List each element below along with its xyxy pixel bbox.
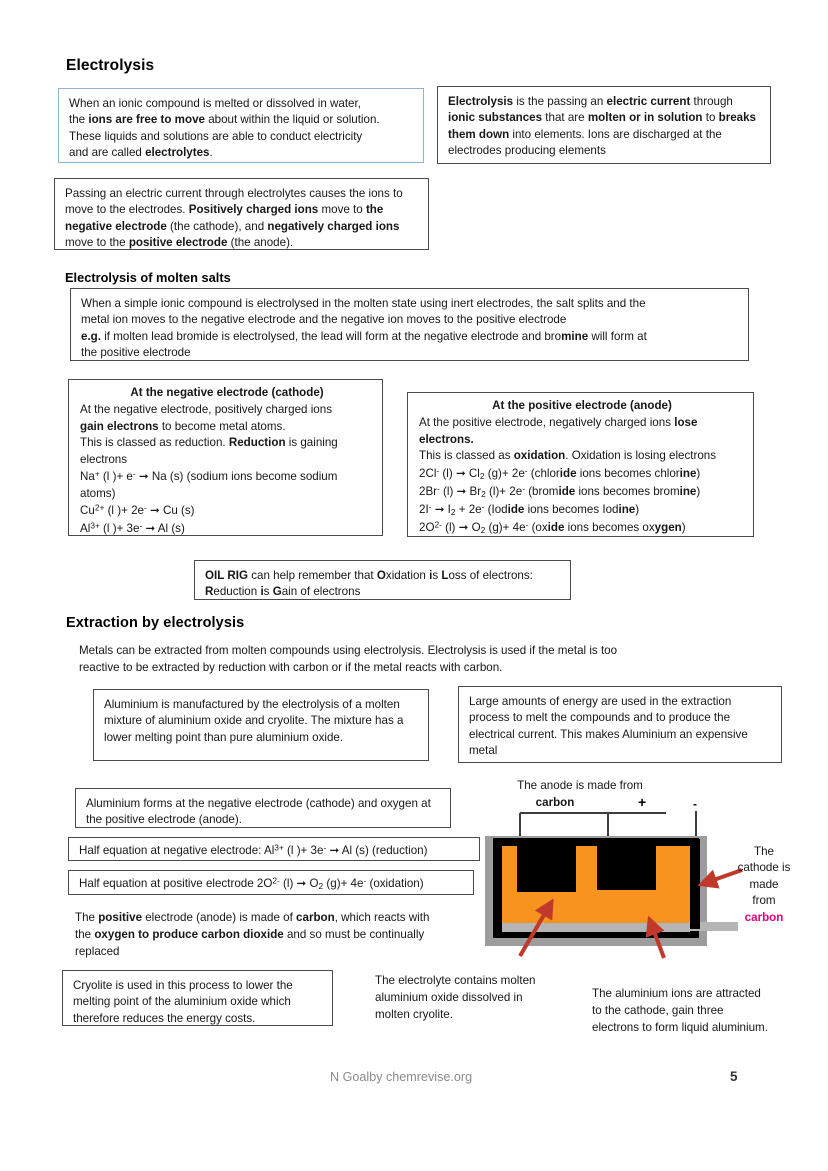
half-neg-prefix: Half equation at negative electrode: Al bbox=[79, 844, 275, 857]
cathode-equation bbox=[80, 520, 374, 537]
extraction-intro-l1: Metals can be extracted from molten compounds using electrolysis. Electrolysis is used if the metal is too bbox=[79, 644, 618, 657]
eq-electron-sup: - bbox=[139, 520, 143, 531]
anode-line1a: At the positive electrode, negatively charged ions bbox=[419, 416, 675, 430]
eq-product: I bbox=[447, 502, 451, 516]
cathode-equation bbox=[80, 468, 374, 502]
eq-product-sup: - bbox=[481, 501, 485, 512]
eq-note-mid: ions becomes brom bbox=[575, 484, 680, 498]
half-neg-suffix: Al (s) (reduction) bbox=[339, 844, 428, 857]
eq-note-bold: ide bbox=[507, 502, 525, 516]
eq-electron-sup: - bbox=[132, 468, 136, 479]
anode-heading: At the positive electrode (anode) bbox=[492, 399, 672, 412]
half-pos-tail: (oxidation) bbox=[366, 877, 424, 890]
eq-left: (l )+ 3e bbox=[99, 521, 140, 535]
oil-cap-o: O bbox=[376, 569, 386, 582]
footer-page-number: 5 bbox=[730, 1069, 738, 1084]
anode-equation bbox=[419, 465, 745, 483]
def-t7: molten or in solution bbox=[587, 111, 703, 125]
eq-charge: + bbox=[94, 468, 100, 479]
reaction-arrow-icon: ➞ bbox=[434, 501, 445, 516]
eq-reactant: 2Br bbox=[419, 484, 438, 498]
eq-reactant-sup: - bbox=[437, 483, 440, 494]
cathode-line1: At the negative electrode, positively charged ions bbox=[80, 403, 332, 417]
anode-box bbox=[407, 392, 754, 537]
cp-t4: carbon bbox=[296, 911, 335, 924]
cathode-label bbox=[720, 844, 808, 926]
eq-note-bold: ide bbox=[559, 466, 577, 480]
half-pos-sup: 2- bbox=[272, 875, 280, 886]
def-t10: into elements. Ions are discharged at the electrodes producing elements bbox=[448, 127, 722, 158]
eq-product: Na (s) bbox=[148, 470, 184, 484]
oil-xidation: xidation bbox=[385, 569, 430, 582]
cathode-label-l2: cathode is bbox=[737, 861, 791, 875]
ms-mine: mine bbox=[561, 329, 589, 343]
eq-reactant-state: (l) bbox=[439, 466, 453, 480]
ms-line1: When a simple ionic compound is electrolysed in the molten state using inert electrodes, the salt splits and the bbox=[81, 297, 646, 310]
intro-left-box bbox=[58, 88, 424, 163]
reaction-arrow-icon: ➞ bbox=[150, 503, 160, 518]
cathode-equation bbox=[80, 502, 374, 519]
def-t5: ionic substances bbox=[448, 111, 543, 125]
half-pos-prod: O bbox=[309, 877, 319, 890]
half-neg-mid: (l )+ 3e bbox=[283, 844, 324, 857]
aluminium-ions-caption: The aluminium ions are attracted to the cathode, gain three electrons to form liquid aluminium. bbox=[592, 987, 768, 1034]
eq-reactant-state: (l) bbox=[441, 520, 456, 534]
rig-r: R bbox=[227, 569, 236, 582]
eq-reactant: 2O bbox=[419, 520, 435, 534]
page-title: Electrolysis bbox=[66, 57, 155, 74]
eq-charge: 3+ bbox=[90, 520, 100, 531]
anode-lose: lose electrons. bbox=[419, 416, 698, 446]
anode-carbon-label: carbon bbox=[535, 796, 575, 809]
anode-label-text: The anode is made from bbox=[517, 779, 643, 792]
eq-product: Cl bbox=[468, 466, 480, 480]
cp-t3: electrode (anode) is made of bbox=[142, 911, 297, 924]
anode-oxidation: oxidation bbox=[513, 449, 566, 463]
ions-t2: Positively charged ions bbox=[188, 203, 319, 217]
cathode-label-l4: from bbox=[752, 894, 776, 908]
rig-ig: IG bbox=[235, 569, 248, 582]
cathode-carbon-label: carbon bbox=[744, 910, 784, 924]
eq-note-pre: (Iod bbox=[484, 502, 508, 516]
intro-l4b: electrolytes bbox=[145, 146, 210, 160]
half-equation-positive-box bbox=[68, 870, 474, 895]
aluminium-forms-box: Aluminium forms at the negative electrode (cathode) and oxygen at the positive electrode (anode). bbox=[75, 788, 451, 828]
eq-note-mid: ions becomes Iod bbox=[524, 502, 619, 516]
ms-eg: e.g. bbox=[81, 329, 101, 343]
ions-t6: negatively charged ions bbox=[267, 219, 400, 233]
rig-cap-r: R bbox=[205, 585, 214, 599]
carbon-anode-paragraph bbox=[75, 910, 435, 960]
reaction-arrow-icon: ➞ bbox=[458, 519, 469, 534]
eq-species: Cu bbox=[80, 504, 95, 518]
electrolyte-caption: The electrolyte contains molten aluminium oxide dissolved in molten cryolite. bbox=[375, 974, 536, 1021]
half-pos-prod-sub: 2 bbox=[318, 881, 324, 892]
def-t3: electric current bbox=[606, 95, 691, 108]
eq-note-bold2: ygen bbox=[654, 520, 682, 534]
eq-product-state: (g)+ 2e bbox=[484, 466, 525, 480]
ions-t1: Passing an electric current through electrolytes causes the ions to move to the electrodes. bbox=[65, 187, 403, 217]
eq-left: (l )+ 2e bbox=[104, 504, 144, 518]
anode-equation bbox=[419, 501, 745, 519]
eq-reactant-sup: - bbox=[436, 465, 440, 476]
reaction-arrow-icon: ➞ bbox=[138, 469, 149, 484]
half-neg-sup: 3+ bbox=[274, 842, 284, 853]
cp-t2: positive bbox=[98, 911, 143, 924]
ions-t3: move to bbox=[318, 203, 366, 217]
cathode-line3a: This is classed as reduction. bbox=[80, 436, 229, 450]
reaction-arrow-icon: ➞ bbox=[145, 520, 156, 535]
anode-line2b: . Oxidation is losing electrons bbox=[565, 449, 717, 463]
cathode-label-l3: made bbox=[749, 877, 779, 891]
oil-o: O bbox=[205, 569, 215, 582]
half-pos-suffix: (g)+ 4e bbox=[323, 877, 364, 890]
eq-note-bold: ide bbox=[547, 520, 565, 534]
positive-terminal-label: + bbox=[638, 794, 647, 810]
eq-product-sup: - bbox=[525, 519, 529, 530]
eq-left: (l )+ e bbox=[99, 470, 133, 484]
half-neg-sup2: - bbox=[323, 842, 327, 853]
rig-cap-i: i bbox=[260, 585, 264, 599]
cp-t6: oxygen to produce carbon dioxide bbox=[94, 927, 284, 941]
anode-equation bbox=[419, 519, 745, 537]
oil-cap-l: L bbox=[441, 569, 449, 582]
rig-ain: ain of electrons bbox=[281, 585, 361, 599]
reaction-arrow-icon: ➞ bbox=[329, 843, 340, 857]
eq-reactant: 2Cl bbox=[419, 466, 437, 480]
rig-s: s bbox=[263, 585, 273, 599]
def-t4: through bbox=[690, 95, 733, 108]
half-pos-mid: (l) bbox=[279, 877, 294, 890]
eq-note-bold2: ine bbox=[679, 484, 697, 498]
eq-reactant-sup: 2- bbox=[434, 519, 442, 530]
eq-note-post: ) bbox=[681, 520, 686, 534]
cathode-reduction: Reduction bbox=[228, 436, 286, 450]
eq-note-bold2: ine bbox=[618, 502, 636, 516]
intro-l4c: . bbox=[209, 146, 213, 160]
half-equation-negative-box bbox=[68, 837, 480, 861]
cathode-line2: to become metal atoms. bbox=[158, 419, 286, 433]
electrolysis-cell-diagram bbox=[470, 778, 810, 958]
def-t9: breaks them down bbox=[448, 111, 757, 141]
eq-product-sub: 2 bbox=[450, 506, 456, 517]
cathode-heading: At the negative electrode (cathode) bbox=[130, 386, 324, 399]
ms-line2: metal ion moves to the negative electrode and the negative ion moves to the positive electrode bbox=[81, 313, 567, 327]
oil-s: s bbox=[432, 569, 442, 582]
intro-l1: When an ionic compound is melted or dissolved in water, bbox=[69, 97, 361, 110]
cathode-box bbox=[68, 379, 383, 536]
eq-species: Al bbox=[80, 521, 91, 535]
eq-note-bold2: ine bbox=[679, 466, 697, 480]
anode-line2a: This is classed as bbox=[419, 449, 514, 463]
eq-product: Al (s) bbox=[155, 521, 185, 535]
eq-note-post: ) bbox=[696, 484, 701, 498]
eq-reactant-sup: - bbox=[428, 501, 432, 512]
eq-product-state: + 2e bbox=[455, 502, 482, 516]
intro-l3: These liquids and solutions are able to conduct electricity bbox=[69, 129, 363, 143]
cryolite-box: Cryolite is used in this process to lower the melting point of the aluminium oxide which therefore reduces the energy costs. bbox=[62, 970, 333, 1026]
oil-il: IL bbox=[214, 569, 228, 582]
aluminium-manufacture-box: Aluminium is manufactured by the electrolysis of a molten mixture of aluminium oxide and cryolite. The mixture has a lower melting point than pure aluminium oxide. bbox=[93, 689, 429, 761]
half-pos-sup2: - bbox=[363, 875, 367, 886]
heading-molten-salts: Electrolysis of molten salts bbox=[65, 270, 231, 285]
eq-note-pre: (ox bbox=[528, 520, 548, 534]
molten-salts-box bbox=[70, 288, 749, 361]
rig-eduction: eduction bbox=[213, 585, 261, 599]
cp-t1: The bbox=[75, 911, 99, 924]
ms-line4: the positive electrode bbox=[81, 346, 191, 360]
def-t1: Electrolysis bbox=[448, 95, 514, 108]
cathode-line3b: is gaining electrons bbox=[80, 436, 338, 466]
ions-t9: (the anode). bbox=[227, 236, 294, 250]
eq-species: Na bbox=[80, 470, 95, 484]
eq-reactant: 2I bbox=[419, 502, 429, 516]
ms-line3a: if molten lead bromide is electrolysed, the lead will form at the negative electrode and bro bbox=[100, 329, 562, 343]
intro-l2c: about within the liquid or solution. bbox=[204, 113, 380, 127]
eq-note-mid: ions becomes chlor bbox=[576, 466, 680, 480]
eq-product: Br bbox=[469, 484, 482, 498]
ions-t8: positive electrode bbox=[128, 236, 228, 250]
eq-product-state: (l)+ 2e bbox=[485, 484, 523, 498]
eq-product-state: (g)+ 4e bbox=[485, 520, 526, 534]
intro-l4a: and are called bbox=[69, 146, 146, 160]
def-t6: that are bbox=[542, 111, 588, 125]
reaction-arrow-icon: ➞ bbox=[456, 483, 467, 498]
anode-equation bbox=[419, 483, 745, 501]
ms-line3b: will form at bbox=[588, 329, 647, 343]
eq-note-post: ) bbox=[696, 466, 701, 480]
extraction-intro-l2: reactive to be extracted by reduction with carbon or if the metal reacts with carbon. bbox=[79, 660, 503, 674]
eq-note-pre: (brom bbox=[524, 484, 559, 498]
eq-product-sup: - bbox=[524, 465, 528, 476]
ions-t4: the negative electrode bbox=[65, 203, 384, 233]
extraction-intro bbox=[79, 643, 699, 677]
def-t2: is the passing an bbox=[513, 95, 607, 108]
cathode-gain: gain electrons bbox=[80, 419, 159, 433]
arrow-to-electrolyte bbox=[520, 908, 548, 956]
oil-rig-mnemonic-box bbox=[194, 560, 571, 600]
energy-cost-box: Large amounts of energy are used in the extraction process to melt the compounds and to produce the electrical current. This makes Aluminium an expensive metal bbox=[458, 686, 782, 763]
eq-reactant-state: (l) bbox=[439, 484, 454, 498]
eq-product-sub: 2 bbox=[479, 470, 485, 481]
negative-terminal-label: - bbox=[693, 797, 697, 811]
reaction-arrow-icon: ➞ bbox=[296, 876, 307, 890]
cp-t5: , which reacts with the bbox=[75, 911, 430, 941]
eq-note: (sodium ions become sodium atoms) bbox=[80, 470, 338, 500]
electrolysis-definition-box bbox=[437, 86, 771, 164]
eq-product-sup: - bbox=[522, 483, 525, 494]
half-pos-prefix: Half equation at positive electrode 2O bbox=[79, 877, 273, 890]
eq-product: O bbox=[471, 520, 481, 534]
oil-oss: oss of electrons: bbox=[448, 569, 533, 582]
arrow-to-aluminium bbox=[652, 926, 664, 958]
cp-t7: and so must be continually replaced bbox=[75, 927, 425, 958]
rig-cap-g: G bbox=[272, 585, 282, 599]
eq-note-bold: ide bbox=[558, 484, 576, 498]
eq-charge: 2+ bbox=[94, 502, 105, 513]
eq-note-mid: ions becomes ox bbox=[564, 520, 655, 534]
footer-credit: N Goalby chemrevise.org bbox=[330, 1070, 473, 1084]
eq-note-pre: (chlor bbox=[527, 466, 560, 480]
oil-mid: can help remember that bbox=[247, 569, 377, 582]
cathode-label-l1: The bbox=[754, 845, 774, 858]
ions-t5: (the cathode), and bbox=[166, 219, 268, 233]
intro-l2b: ions are free to move bbox=[88, 113, 205, 127]
eq-note-post: ) bbox=[635, 502, 640, 516]
eq-product-sub: 2 bbox=[481, 488, 486, 499]
ions-t7: move to the bbox=[65, 236, 129, 250]
eq-electron-sup: - bbox=[143, 502, 147, 513]
eq-product: Cu (s) bbox=[159, 504, 195, 518]
reaction-arrow-icon: ➞ bbox=[455, 465, 466, 480]
def-t8: to bbox=[702, 111, 719, 125]
heading-extraction: Extraction by electrolysis bbox=[66, 615, 245, 631]
intro-l2a: the bbox=[69, 113, 89, 127]
ion-movement-box bbox=[54, 178, 429, 250]
oil-cap-i: i bbox=[429, 569, 433, 582]
eq-product-sub: 2 bbox=[480, 524, 486, 535]
